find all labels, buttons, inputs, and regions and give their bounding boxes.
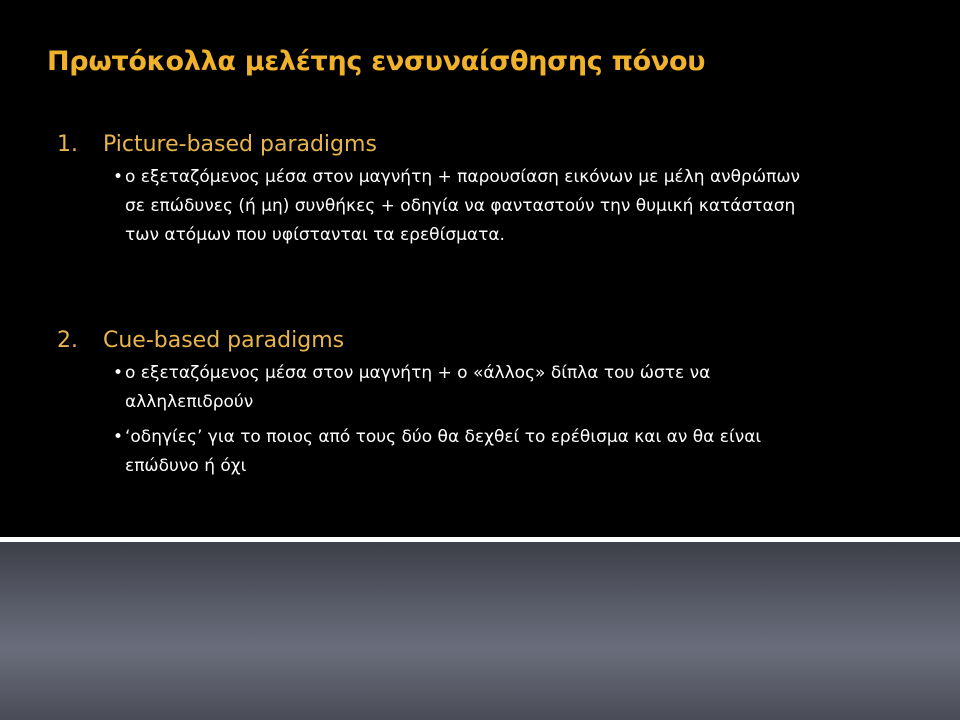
bullet-icon: • — [113, 427, 124, 447]
section-number: 2. — [57, 328, 78, 353]
bullet-icon: • — [113, 363, 124, 383]
bullet-icon: • — [113, 167, 124, 187]
bullet-text: ο εξεταζόμενος μέσα στον μαγνήτη + ο «άλλος» δίπλα του ώστε να αλληλεπιδρούν — [125, 363, 711, 412]
section-cue-based — [57, 326, 897, 481]
section-heading — [57, 326, 897, 356]
bullet-item — [57, 423, 825, 481]
bullet-text: ‘οδηγίες’ για το ποιος από τους δύο θα δεχθεί το ερέθισμα και αν θα είναι επώδυνο ή όχι — [125, 427, 762, 476]
bullet-item — [57, 163, 825, 250]
bullet-text: ο εξεταζόμενος μέσα στον μαγνήτη + παρουσίαση εικόνων με μέλη ανθρώπων σε επώδυνες (ή μη) συνθήκες + οδηγία να φανταστούν την θυμική κατάσταση των ατόμων που υφίστανται τα ερεθίσματα. — [125, 167, 801, 245]
section-heading — [57, 130, 897, 160]
slide-title: Πρωτόκολλα μελέτης ενσυναίσθησης πόνου — [47, 46, 706, 77]
section-heading-text: Cue-based paradigms — [103, 328, 345, 353]
bullet-item — [57, 359, 825, 417]
section-number: 1. — [57, 132, 78, 157]
section-picture-based — [57, 130, 897, 250]
footer-band — [0, 542, 960, 720]
section-heading-text: Picture-based paradigms — [103, 132, 377, 157]
